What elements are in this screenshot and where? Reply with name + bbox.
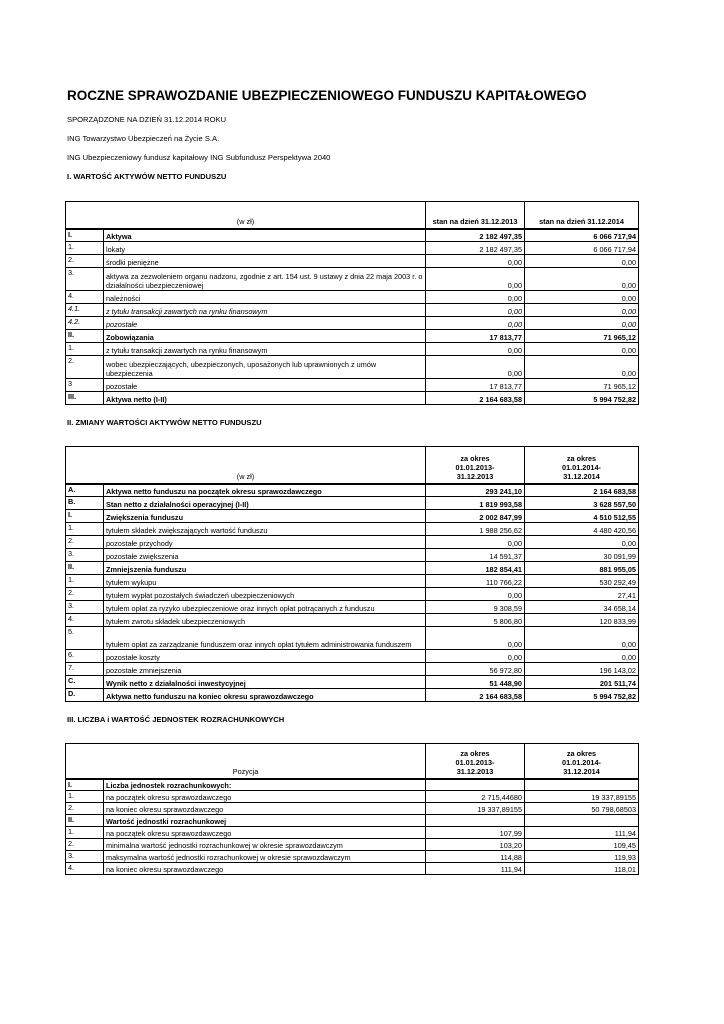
row-label: pozostałe przychody (104, 536, 426, 549)
value-2013: 111,94 (426, 863, 525, 875)
value-2014: 71 965,12 (525, 330, 639, 343)
row-number: I. (66, 229, 104, 242)
row-number: 2. (66, 536, 104, 549)
units-table (65, 743, 639, 875)
table-row (66, 588, 639, 601)
table-row (66, 268, 639, 291)
value-2014: 0,00 (525, 536, 639, 549)
row-label: Aktywa netto funduszu na koniec okresu sprawozdawczego (104, 689, 426, 702)
value-2014: 6 066 717,94 (525, 242, 639, 255)
table-row (66, 663, 639, 676)
row-number: 4.1. (66, 304, 104, 317)
net-assets-changes-table (65, 446, 639, 702)
row-label: Zmniejszenia funduszu (104, 562, 426, 575)
table-row (66, 839, 639, 851)
row-number: B. (66, 497, 104, 510)
table-body (66, 484, 639, 702)
position-label: Pozycja (66, 744, 426, 779)
row-number: I. (66, 779, 104, 791)
value-2013: 0,00 (426, 650, 525, 663)
table-row (66, 484, 639, 497)
value-2013: 0,00 (426, 356, 525, 379)
value-2014: 0,00 (525, 304, 639, 317)
value-2014: 0,00 (525, 255, 639, 268)
value-2014: 0,00 (525, 268, 639, 291)
period-label: za okres (566, 748, 597, 758)
table-row (66, 815, 639, 827)
column-header-2013: stan na dzień 31.12.2013 (426, 202, 525, 229)
row-label: Aktywa netto funduszu na początek okresu sprawozdawczego (104, 484, 426, 497)
table-row (66, 791, 639, 803)
value-2013: 51 448,90 (426, 676, 525, 689)
value-2014: 118,01 (525, 863, 639, 875)
period-end: 31.12.2013 (456, 471, 494, 481)
row-number: 3. (66, 851, 104, 863)
net-assets-table (65, 201, 639, 405)
row-number: 3 (66, 379, 104, 392)
column-header-2014: stan na dzień 31.12.2014 (525, 202, 639, 229)
row-number: D. (66, 689, 104, 702)
value-2013: 0,00 (426, 291, 525, 304)
value-2013: 0,00 (426, 627, 525, 650)
value-2014: 5 994 752,82 (525, 689, 639, 702)
row-label: z tytułu transakcji zawartych na rynku finansowym (104, 304, 426, 317)
row-label: środki pieniężne (104, 255, 426, 268)
row-label: lokaty (104, 242, 426, 255)
value-2014: 5 994 752,82 (525, 392, 639, 405)
table-row (66, 291, 639, 304)
row-label: Aktywa (104, 229, 426, 242)
value-2014: 0,00 (525, 291, 639, 304)
table-row (66, 676, 639, 689)
row-label: należności (104, 291, 426, 304)
table-row (66, 356, 639, 379)
value-2013: 17 813,77 (426, 330, 525, 343)
value-2013: 56 972,80 (426, 663, 525, 676)
period-end: 31.12.2014 (563, 766, 600, 776)
row-label: z tytułu transakcji zawartych na rynku finansowym (104, 343, 426, 356)
row-number: 2. (66, 803, 104, 815)
fund-name: ING Ubezpieczeniowy fundusz kapitałowy ING Subfundusz Perspektywa 2040 (67, 153, 331, 162)
report-title: ROCZNE SPRAWOZDANIE UBEZPIECZENIOWEGO FUNDUSZU KAPITAŁOWEGO (67, 88, 587, 103)
table-row (66, 575, 639, 588)
table-row (66, 562, 639, 575)
table-row (66, 689, 639, 702)
value-2014: 27,41 (525, 588, 639, 601)
table-row (66, 614, 639, 627)
value-2013: 0,00 (426, 317, 525, 330)
row-number: 2. (66, 356, 104, 379)
row-number: 1. (66, 343, 104, 356)
row-number: 3. (66, 549, 104, 562)
row-number: III. (66, 392, 104, 405)
value-2014: 0,00 (525, 356, 639, 379)
table-row (66, 863, 639, 875)
value-2013: 0,00 (426, 588, 525, 601)
value-2014: 6 066 717,94 (525, 229, 639, 242)
value-2013: 0,00 (426, 268, 525, 291)
value-2013 (426, 815, 525, 827)
column-header-2014 (525, 447, 639, 484)
row-number: 4. (66, 863, 104, 875)
value-2014: 3 628 557,50 (525, 497, 639, 510)
row-label: tytułem opłat za zarządzanie funduszem oraz innych opłat tytułem administrowania funduszem (104, 627, 426, 650)
period-end: 31.12.2014 (563, 471, 600, 481)
unit-label: (w zł) (66, 447, 426, 484)
row-number: 1. (66, 523, 104, 536)
table-row (66, 497, 639, 510)
table-row (66, 803, 639, 815)
unit-label: (w zł) (66, 202, 426, 229)
value-2013: 0,00 (426, 304, 525, 317)
value-2014: 0,00 (525, 627, 639, 650)
row-label: Wynik netto z działalności inwestycyjnej (104, 676, 426, 689)
period-start: 01.01.2013- (455, 462, 495, 472)
value-2013: 110 766,22 (426, 575, 525, 588)
value-2014: 34 658,14 (525, 601, 639, 614)
table-row (66, 549, 639, 562)
value-2014: 196 143,02 (525, 663, 639, 676)
section3-heading: III. LICZBA i WARTOŚĆ JEDNOSTEK ROZRACHUNKOWYCH (67, 715, 285, 724)
period-label: za okres (460, 748, 490, 758)
period-start: 01.01.2014- (562, 462, 601, 472)
table-row (66, 379, 639, 392)
row-number: I. (66, 510, 104, 523)
value-2014: 109,45 (525, 839, 639, 851)
value-2014: 0,00 (525, 317, 639, 330)
row-number: 1. (66, 575, 104, 588)
value-2013: 0,00 (426, 536, 525, 549)
value-2014: 4 510 512,55 (525, 510, 639, 523)
table-row (66, 255, 639, 268)
value-2014: 201 511,74 (525, 676, 639, 689)
value-2014 (525, 815, 639, 827)
value-2013: 293 241,10 (426, 484, 525, 497)
value-2014: 30 091,99 (525, 549, 639, 562)
value-2013: 2 715,44680 (426, 791, 525, 803)
row-number: 3. (66, 601, 104, 614)
value-2013: 2 164 683,58 (426, 392, 525, 405)
company-name: ING Towarzystwo Ubezpieczeń na Życie S.A. (67, 134, 220, 143)
value-2013: 1 988 256,62 (426, 523, 525, 536)
row-number: C. (66, 676, 104, 689)
section2-heading: II. ZMIANY WARTOŚCI AKTYWÓW NETTO FUNDUSZU (67, 418, 262, 427)
report-date: SPORZĄDZONE NA DZIEŃ 31.12.2014 ROKU (67, 115, 227, 124)
column-header-2013 (426, 447, 525, 484)
value-2013: 2 182 497,35 (426, 242, 525, 255)
row-label: minimalna wartość jednostki rozrachunkowej w okresie sprawozdawczym (104, 839, 426, 851)
value-2014: 119,93 (525, 851, 639, 863)
period-start: 01.01.2013- (455, 757, 495, 767)
row-label: tytułem wypłat pozostałych świadczeń ubezpieczeniowych (104, 588, 426, 601)
row-label: na koniec okresu sprawozdawczego (104, 863, 426, 875)
row-label: pozostałe zwiększenia (104, 549, 426, 562)
value-2014: 19 337,89155 (525, 791, 639, 803)
row-label: pozostałe (104, 317, 426, 330)
row-label: pozostałe koszty (104, 650, 426, 663)
section1-heading: I. WARTOŚĆ AKTYWÓW NETTO FUNDUSZU (67, 172, 227, 181)
row-label: Stan netto z działalności operacyjnej (I-II) (104, 497, 426, 510)
period-label: za okres (460, 453, 490, 463)
row-label: Aktywa netto (I-II) (104, 392, 426, 405)
table-body (66, 779, 639, 875)
table-row (66, 242, 639, 255)
value-2013: 114,88 (426, 851, 525, 863)
table-row (66, 536, 639, 549)
value-2013: 107,99 (426, 827, 525, 839)
value-2014: 0,00 (525, 343, 639, 356)
value-2014: 881 955,05 (525, 562, 639, 575)
value-2013: 14 591,37 (426, 549, 525, 562)
value-2013: 17 813,77 (426, 379, 525, 392)
table-row (66, 523, 639, 536)
table-header (66, 202, 639, 229)
value-2013: 0,00 (426, 255, 525, 268)
value-2013: 1 819 993,58 (426, 497, 525, 510)
row-number: 1. (66, 791, 104, 803)
row-number: 3. (66, 268, 104, 291)
value-2014: 111,94 (525, 827, 639, 839)
value-2014: 50 798,68503 (525, 803, 639, 815)
row-label: pozostałe (104, 379, 426, 392)
row-number: 6. (66, 650, 104, 663)
row-label: tytułem składek zwiększających wartość funduszu (104, 523, 426, 536)
row-number: 5. (66, 627, 104, 650)
value-2014: 4 480 420,56 (525, 523, 639, 536)
row-label: Wartość jednostki rozrachunkowej (104, 815, 426, 827)
value-2014: 530 292,49 (525, 575, 639, 588)
row-number: 1. (66, 827, 104, 839)
row-number: 1. (66, 242, 104, 255)
table-row (66, 650, 639, 663)
value-2014 (525, 779, 639, 791)
row-label: tytułem wykupu (104, 575, 426, 588)
table-header (66, 447, 639, 484)
period-end: 31.12.2013 (456, 766, 494, 776)
row-label: aktywa za zezwoleniem organu nadzoru, zgodnie z art. 154 ust. 9 ustawy z dnia 22 maja 2003 r. o działalności ubezpieczeniowej (104, 268, 426, 291)
table-row (66, 779, 639, 791)
table-row (66, 330, 639, 343)
table-header (66, 744, 639, 779)
row-label: na początek okresu sprawozdawczego (104, 827, 426, 839)
value-2013: 0,00 (426, 343, 525, 356)
row-label: Liczba jednostek rozrachunkowych: (104, 779, 426, 791)
row-number: 4. (66, 291, 104, 304)
table-row (66, 304, 639, 317)
period-label: za okres (566, 453, 597, 463)
value-2013: 9 308,59 (426, 601, 525, 614)
row-label: wobec ubezpieczających, ubezpieczonych, uposażonych lub uprawnionych z umów ubezpieczenia (104, 356, 426, 379)
value-2013: 19 337,89155 (426, 803, 525, 815)
row-label: tytułem zwrotu składek ubezpieczeniowych (104, 614, 426, 627)
table-row (66, 601, 639, 614)
row-number: A. (66, 484, 104, 497)
row-label: maksymalna wartość jednostki rozrachunkowej w okresie sprawozdawczym (104, 851, 426, 863)
row-number: 2. (66, 255, 104, 268)
row-number: II. (66, 330, 104, 343)
period-start: 01.01.2014- (562, 757, 601, 767)
row-number: 7. (66, 663, 104, 676)
row-number: 2. (66, 588, 104, 601)
table-row (66, 317, 639, 330)
row-number: 4. (66, 614, 104, 627)
value-2014: 71 965,12 (525, 379, 639, 392)
row-number: II. (66, 815, 104, 827)
table-row (66, 827, 639, 839)
table-row (66, 392, 639, 405)
table-row (66, 343, 639, 356)
value-2014: 0,00 (525, 650, 639, 663)
value-2013: 5 806,80 (426, 614, 525, 627)
row-label: pozostałe zmniejszenia (104, 663, 426, 676)
table-row (66, 510, 639, 523)
value-2014: 2 164 683,58 (525, 484, 639, 497)
column-header-2013 (426, 744, 525, 779)
row-label: na koniec okresu sprawozdawczego (104, 803, 426, 815)
row-label: Zobowiązania (104, 330, 426, 343)
table-row (66, 851, 639, 863)
table-body (66, 229, 639, 405)
table-row (66, 229, 639, 242)
row-number: 4.2. (66, 317, 104, 330)
value-2013: 2 164 683,58 (426, 689, 525, 702)
value-2013: 2 002 847,99 (426, 510, 525, 523)
table-row (66, 627, 639, 650)
value-2013: 182 854,41 (426, 562, 525, 575)
value-2013: 2 182 497,35 (426, 229, 525, 242)
column-header-2014 (525, 744, 639, 779)
row-number: 2. (66, 839, 104, 851)
value-2014: 120 833,99 (525, 614, 639, 627)
row-label: tytułem opłat za ryzyko ubezpieczeniowe oraz innych opłat potrącanych z funduszu (104, 601, 426, 614)
row-label: Zwiększenia funduszu (104, 510, 426, 523)
row-label: na początek okresu sprawozdawczego (104, 791, 426, 803)
row-number: II. (66, 562, 104, 575)
value-2013: 103,20 (426, 839, 525, 851)
value-2013 (426, 779, 525, 791)
